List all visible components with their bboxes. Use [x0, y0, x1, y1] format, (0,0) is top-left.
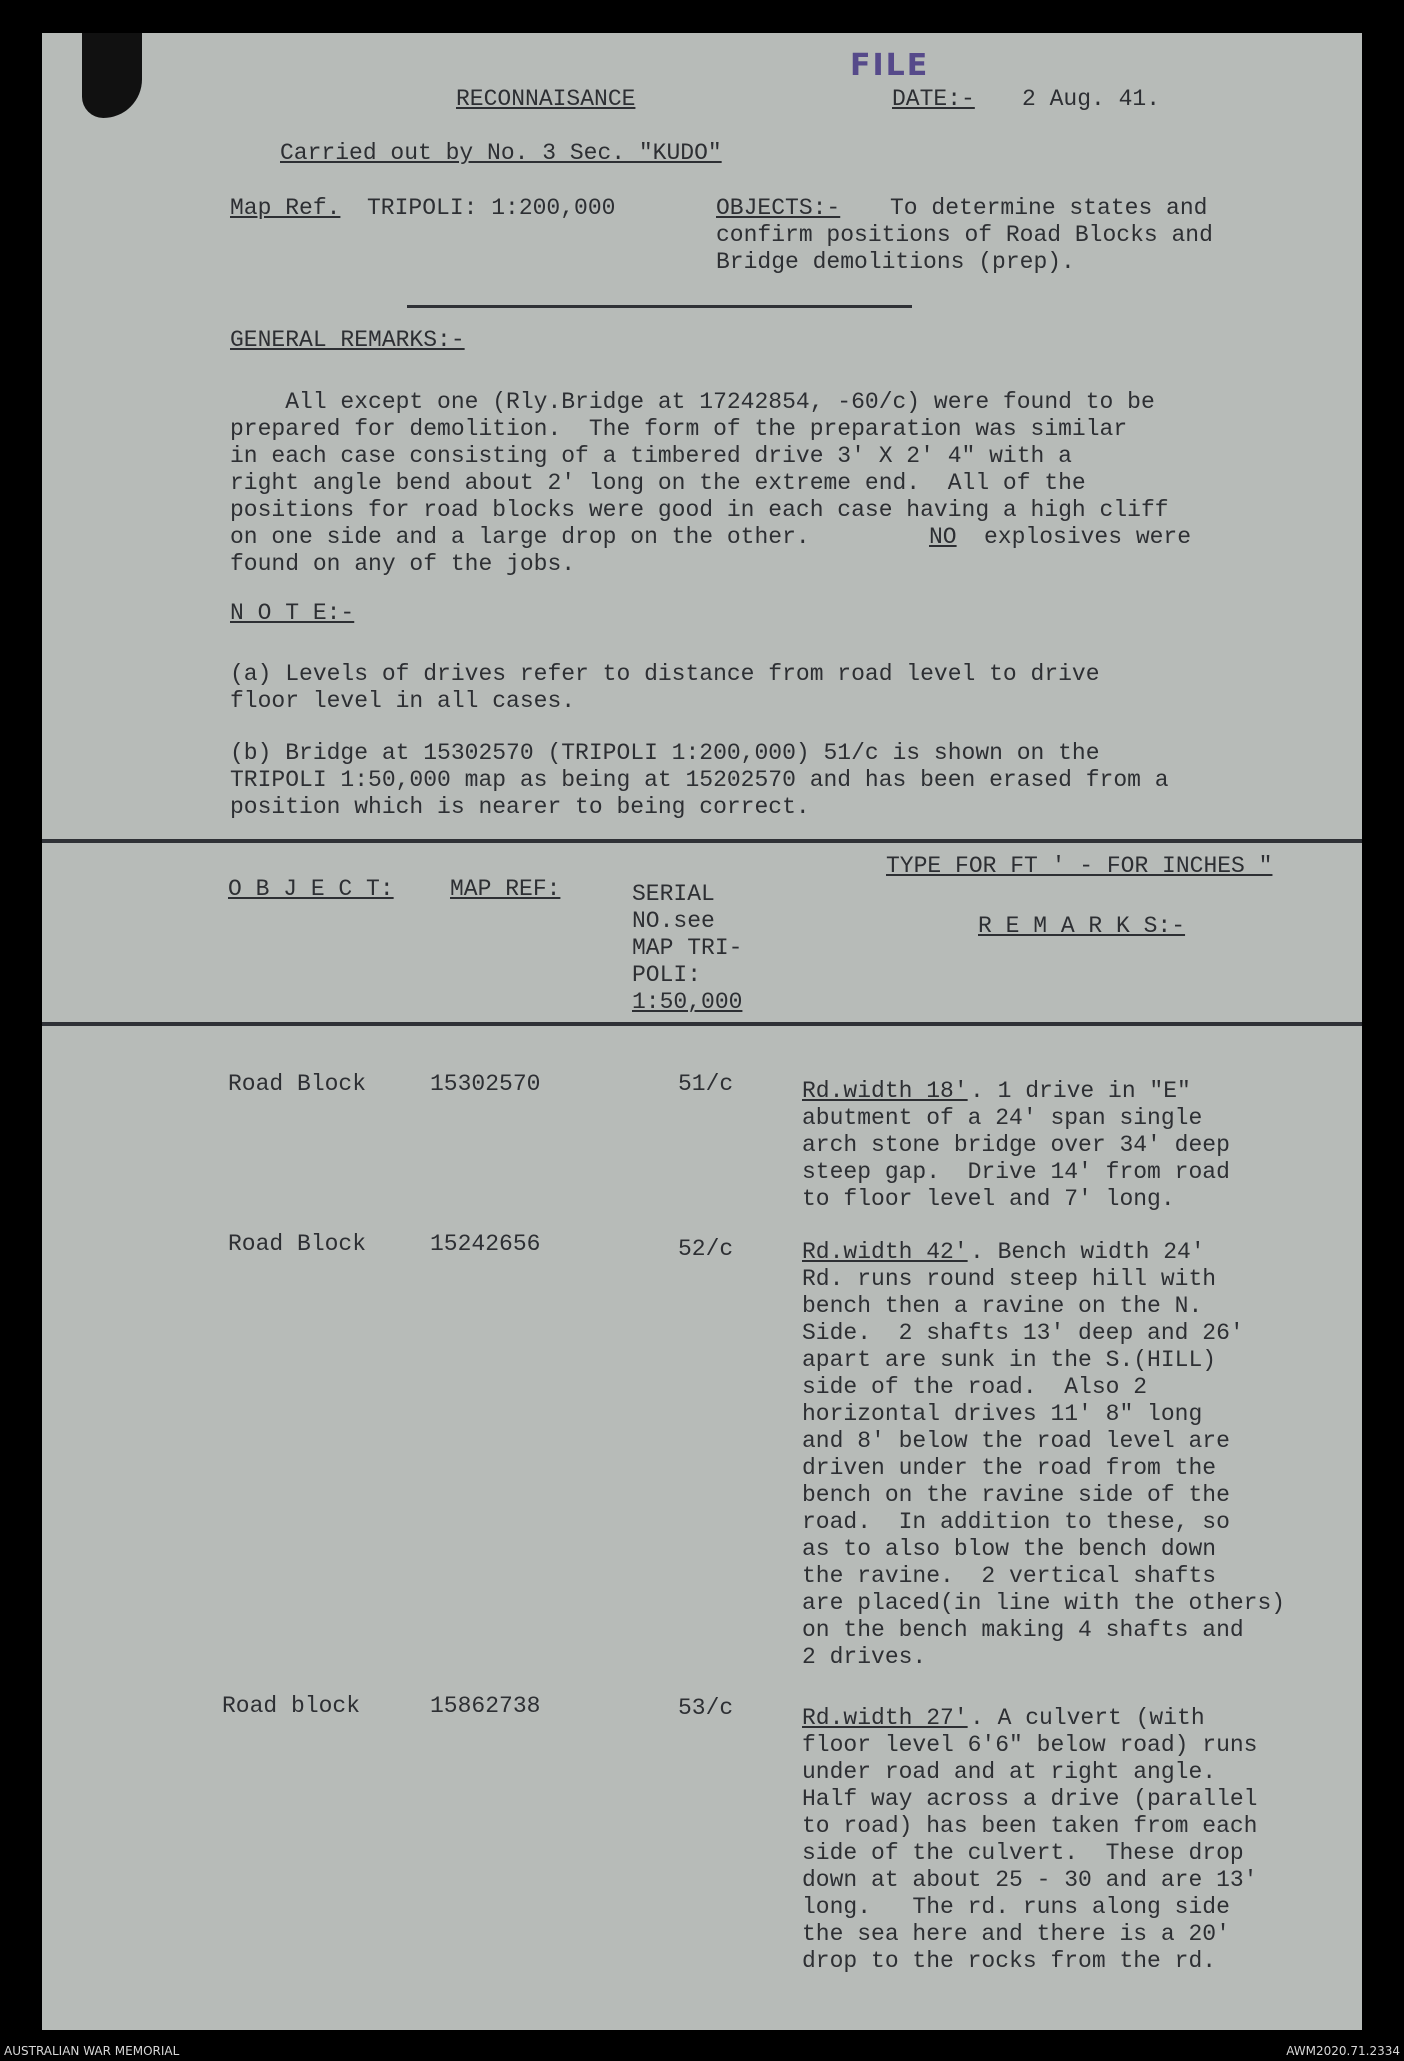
row-serial: 53/c [678, 1695, 734, 1721]
footer-archive-id: AWM2020.71.2334 [1286, 2044, 1400, 2058]
map-ref-value: TRIPOLI: 1:200,000 [367, 195, 616, 221]
row-remarks-line: to floor level and 7' long. [802, 1186, 1175, 1212]
note-a-line: (a) Levels of drives refer to distance from road level to drive [230, 661, 1100, 687]
general-remarks-line: positions for road blocks were good in each case having a high cliff [230, 497, 1169, 523]
header-divider [407, 305, 912, 308]
row-remarks-line: down at about 25 - 30 and are 13' [802, 1867, 1258, 1893]
row-remarks-line: bench then a ravine on the N. [802, 1293, 1203, 1319]
column-header-remarks: R E M A R K S:- [978, 913, 1186, 939]
column-header-serial: POLI: [632, 962, 702, 988]
note-a-line: floor level in all cases. [230, 688, 576, 714]
row-remarks-head: Rd.width 27' [802, 1705, 968, 1731]
document-page [42, 33, 1362, 2030]
section-divider-top [42, 839, 1362, 843]
column-header-map-ref: MAP REF: [450, 876, 561, 902]
file-stamp: FILE [850, 48, 930, 83]
date-label: DATE:- [892, 86, 975, 112]
ink-blot [82, 33, 142, 118]
row-remarks-line: long. The rd. runs along side [802, 1894, 1230, 1920]
general-remarks-line: found on any of the jobs. [230, 551, 576, 577]
row-remarks-line: side of the culvert. These drop [802, 1840, 1244, 1866]
row-remarks-line: to road) has been taken from each [802, 1813, 1258, 1839]
row-remarks-head: Rd.width 42' [802, 1239, 968, 1265]
row-remarks-head: Rd.width 18' [802, 1078, 968, 1104]
general-remarks-no: NO [929, 524, 957, 550]
row-remarks-line: Half way across a drive (parallel [802, 1786, 1258, 1812]
row-remarks-line: side of the road. Also 2 [802, 1374, 1148, 1400]
row-remarks-line: road. In addition to these, so [802, 1509, 1230, 1535]
row-remarks-line: Rd. runs round steep hill with [802, 1266, 1217, 1292]
table-header-divider [42, 1022, 1362, 1026]
objects-label: OBJECTS:- [716, 195, 841, 221]
general-remarks-line: prepared for demolition. The form of the preparation was similar [230, 416, 1128, 442]
column-header-serial: NO.see [632, 908, 715, 934]
type-note: TYPE FOR FT ' - FOR INCHES " [886, 853, 1273, 879]
row-remarks-line: . 1 drive in "E" [970, 1078, 1191, 1104]
footer-archive-name: AUSTRALIAN WAR MEMORIAL [4, 2044, 180, 2058]
row-object: Road Block [228, 1071, 367, 1097]
general-remarks-line: All except one (Rly.Bridge at 17242854, -60/c) were found to be [230, 389, 1155, 415]
column-header-object: O B J E C T: [228, 876, 394, 902]
objects-line-3: Bridge demolitions (prep). [716, 249, 1075, 275]
row-remarks-line: . A culvert (with [970, 1705, 1205, 1731]
column-header-serial: SERIAL [632, 881, 715, 907]
row-remarks-line: Side. 2 shafts 13' deep and 26' [802, 1320, 1244, 1346]
row-remarks-line: abutment of a 24' span single [802, 1105, 1203, 1131]
row-remarks-line: the ravine. 2 vertical shafts [802, 1563, 1217, 1589]
objects-line-1: To determine states and [890, 195, 1208, 221]
general-remarks-line: in each case consisting of a timbered drive 3' X 2' 4" with a [230, 443, 1072, 469]
general-remarks-line: explosives were [984, 524, 1192, 550]
row-serial: 52/c [678, 1236, 734, 1262]
general-remarks-heading: GENERAL REMARKS:- [230, 327, 465, 353]
row-remarks-line: driven under the road from the [802, 1455, 1217, 1481]
general-remarks-line: right angle bend about 2' long on the extreme end. All of the [230, 470, 1086, 496]
row-map-ref: 15862738 [430, 1693, 541, 1719]
map-ref-label: Map Ref. [230, 195, 341, 221]
row-object: Road Block [228, 1231, 367, 1257]
note-b-line: TRIPOLI 1:50,000 map as being at 15202570 and has been erased from a [230, 767, 1169, 793]
row-remarks-line: as to also blow the bench down [802, 1536, 1217, 1562]
column-header-serial: MAP TRI- [632, 935, 743, 961]
row-serial: 51/c [678, 1071, 734, 1097]
document-title: RECONNAISANCE [456, 86, 636, 112]
row-object: Road block [222, 1693, 361, 1719]
row-remarks-line: and 8' below the road level are [802, 1428, 1230, 1454]
row-remarks-line: 2 drives. [802, 1644, 927, 1670]
row-map-ref: 15242656 [430, 1231, 541, 1257]
date-value: 2 Aug. 41. [1022, 86, 1161, 112]
note-b-line: (b) Bridge at 15302570 (TRIPOLI 1:200,000) 51/c is shown on the [230, 740, 1100, 766]
row-map-ref: 15302570 [430, 1071, 541, 1097]
column-header-serial: 1:50,000 [632, 989, 743, 1015]
row-remarks-line: on the bench making 4 shafts and [802, 1617, 1244, 1643]
note-b-line: position which is nearer to being correct. [230, 794, 810, 820]
row-remarks-line: apart are sunk in the S.(HILL) [802, 1347, 1217, 1373]
row-remarks-line: bench on the ravine side of the [802, 1482, 1230, 1508]
note-heading: N O T E:- [230, 600, 355, 626]
general-remarks-line: on one side and a large drop on the other. [230, 524, 810, 550]
row-remarks-line: steep gap. Drive 14' from road [802, 1159, 1230, 1185]
row-remarks-line: drop to the rocks from the rd. [802, 1948, 1217, 1974]
row-remarks-line: horizontal drives 11' 8" long [802, 1401, 1203, 1427]
row-remarks-line: arch stone bridge over 34' deep [802, 1132, 1230, 1158]
row-remarks-line: under road and at right angle. [802, 1759, 1217, 1785]
row-remarks-line: are placed(in line with the others) [802, 1590, 1286, 1616]
carried-out-line: Carried out by No. 3 Sec. "KUDO" [280, 140, 722, 166]
row-remarks-line: floor level 6'6" below road) runs [802, 1732, 1258, 1758]
objects-line-2: confirm positions of Road Blocks and [716, 222, 1213, 248]
row-remarks-line: . Bench width 24' [970, 1239, 1205, 1265]
row-remarks-line: the sea here and there is a 20' [802, 1921, 1230, 1947]
